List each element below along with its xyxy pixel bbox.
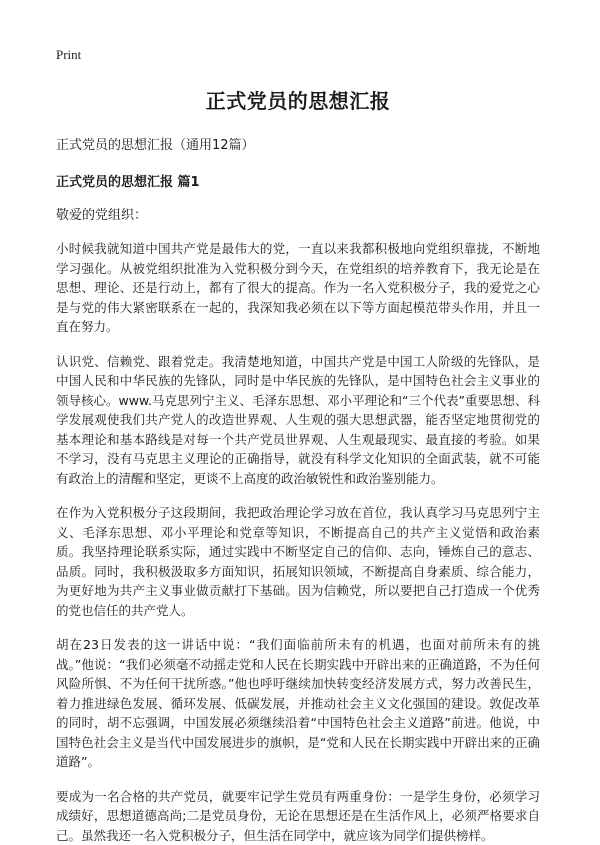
paragraph-1: 小时候我就知道中国共产党是最伟大的党，一直以来我都积极地向党组织靠拢，不断地学习强化。从被党组织批准为入党积极分到今天，在党组织的培养教育下，我无论是在思想、理论、还是行动上，都有了很大的提高。作为一名入党积极分子，我的爱党之心是与党的伟大紧密联系在一起的，我深知我必须在以下等方面起模范带头作用，并且一直在努力。 — [56, 239, 540, 337]
paragraph-2: 认识党、信赖党、跟着党走。我清楚地知道，中国共产党是中国工人阶级的先锋队，是中国人民和中华民族的先锋队，同时是中华民族的先锋队，是中国特色社会主义事业的领导核心。www.马克思列宁主义、毛泽东思想、邓小平理论和“三个代表”重要思想、科学发展观使我们共产党人的改造世界观、人生观的强大思想武器，能否坚定地贯彻党的基本理论和基本路线是对每一个共产党员世界观、人生观最现实、最直接的考验。如果不学习，没有马克思主义理论的正确指导，就没有科学文化知识的全面武装，就不可能有政治上的清醒和坚定，更谈不上高度的政治敏锐性和政治鉴别能力。 — [56, 352, 540, 489]
paragraph-5: 要成为一名合格的共产党员，就要牢记学生党员有两重身份：一是学生身份，必须学习成绩好，思想道德高尚;二是党员身份，无论在思想还是在生活作风上，必须严格要求自己。虽然我还一名入党积极分子，但生活在同学中，就应该为同学们提供榜样。 — [56, 787, 540, 845]
paragraph-4: 胡在23日发表的这一讲话中说：“我们面临前所未有的机遇，也面对前所未有的挑战。”他说：“我们必须毫不动摇走党和人民在长期实践中开辟出来的正确道路，不为任何风险所惧、不为任何干扰所惑。”他也呼吁继续加快转变经济发展方式，努力改善民生，着力推进绿色发展、循环发展、低碳发展，并推动社会主义文化强国的建设。敦促改革的同时，胡不忘强调，中国发展必须继续沿着“中国特色社会主义道路”前进。他说，中国特色社会主义是当代中国发展进步的旗帜，是“党和人民在长期实践中开辟出来的正确道路”。 — [56, 635, 540, 772]
print-link[interactable]: Print — [56, 47, 81, 63]
document-subtitle: 正式党员的思想汇报（通用12篇） — [56, 134, 540, 153]
letter-greeting: 敬爱的党组织： — [56, 204, 540, 223]
section-heading: 正式党员的思想汇报 篇1 — [56, 171, 540, 190]
paragraph-3: 在作为入党积极分子这段期间，我把政治理论学习放在首位，我认真学习马克思列宁主义、毛泽东思想、邓小平理论和党章等知识，不断提高自己的共产主义觉悟和政治素质。我坚持理论联系实际，通过实践中不断坚定自己的信仰、志向，锤炼自己的意志、品质。同时，我积极汲取多方面知识，拓展知识领域，不断提高自身素质、综合能力，为更好地为共产主义事业做贡献打下基础。因为信赖党，所以要把自己打造成一个优秀的党也信任的共产党人。 — [56, 503, 540, 620]
page-title: 正式党员的思想汇报 — [56, 85, 540, 114]
